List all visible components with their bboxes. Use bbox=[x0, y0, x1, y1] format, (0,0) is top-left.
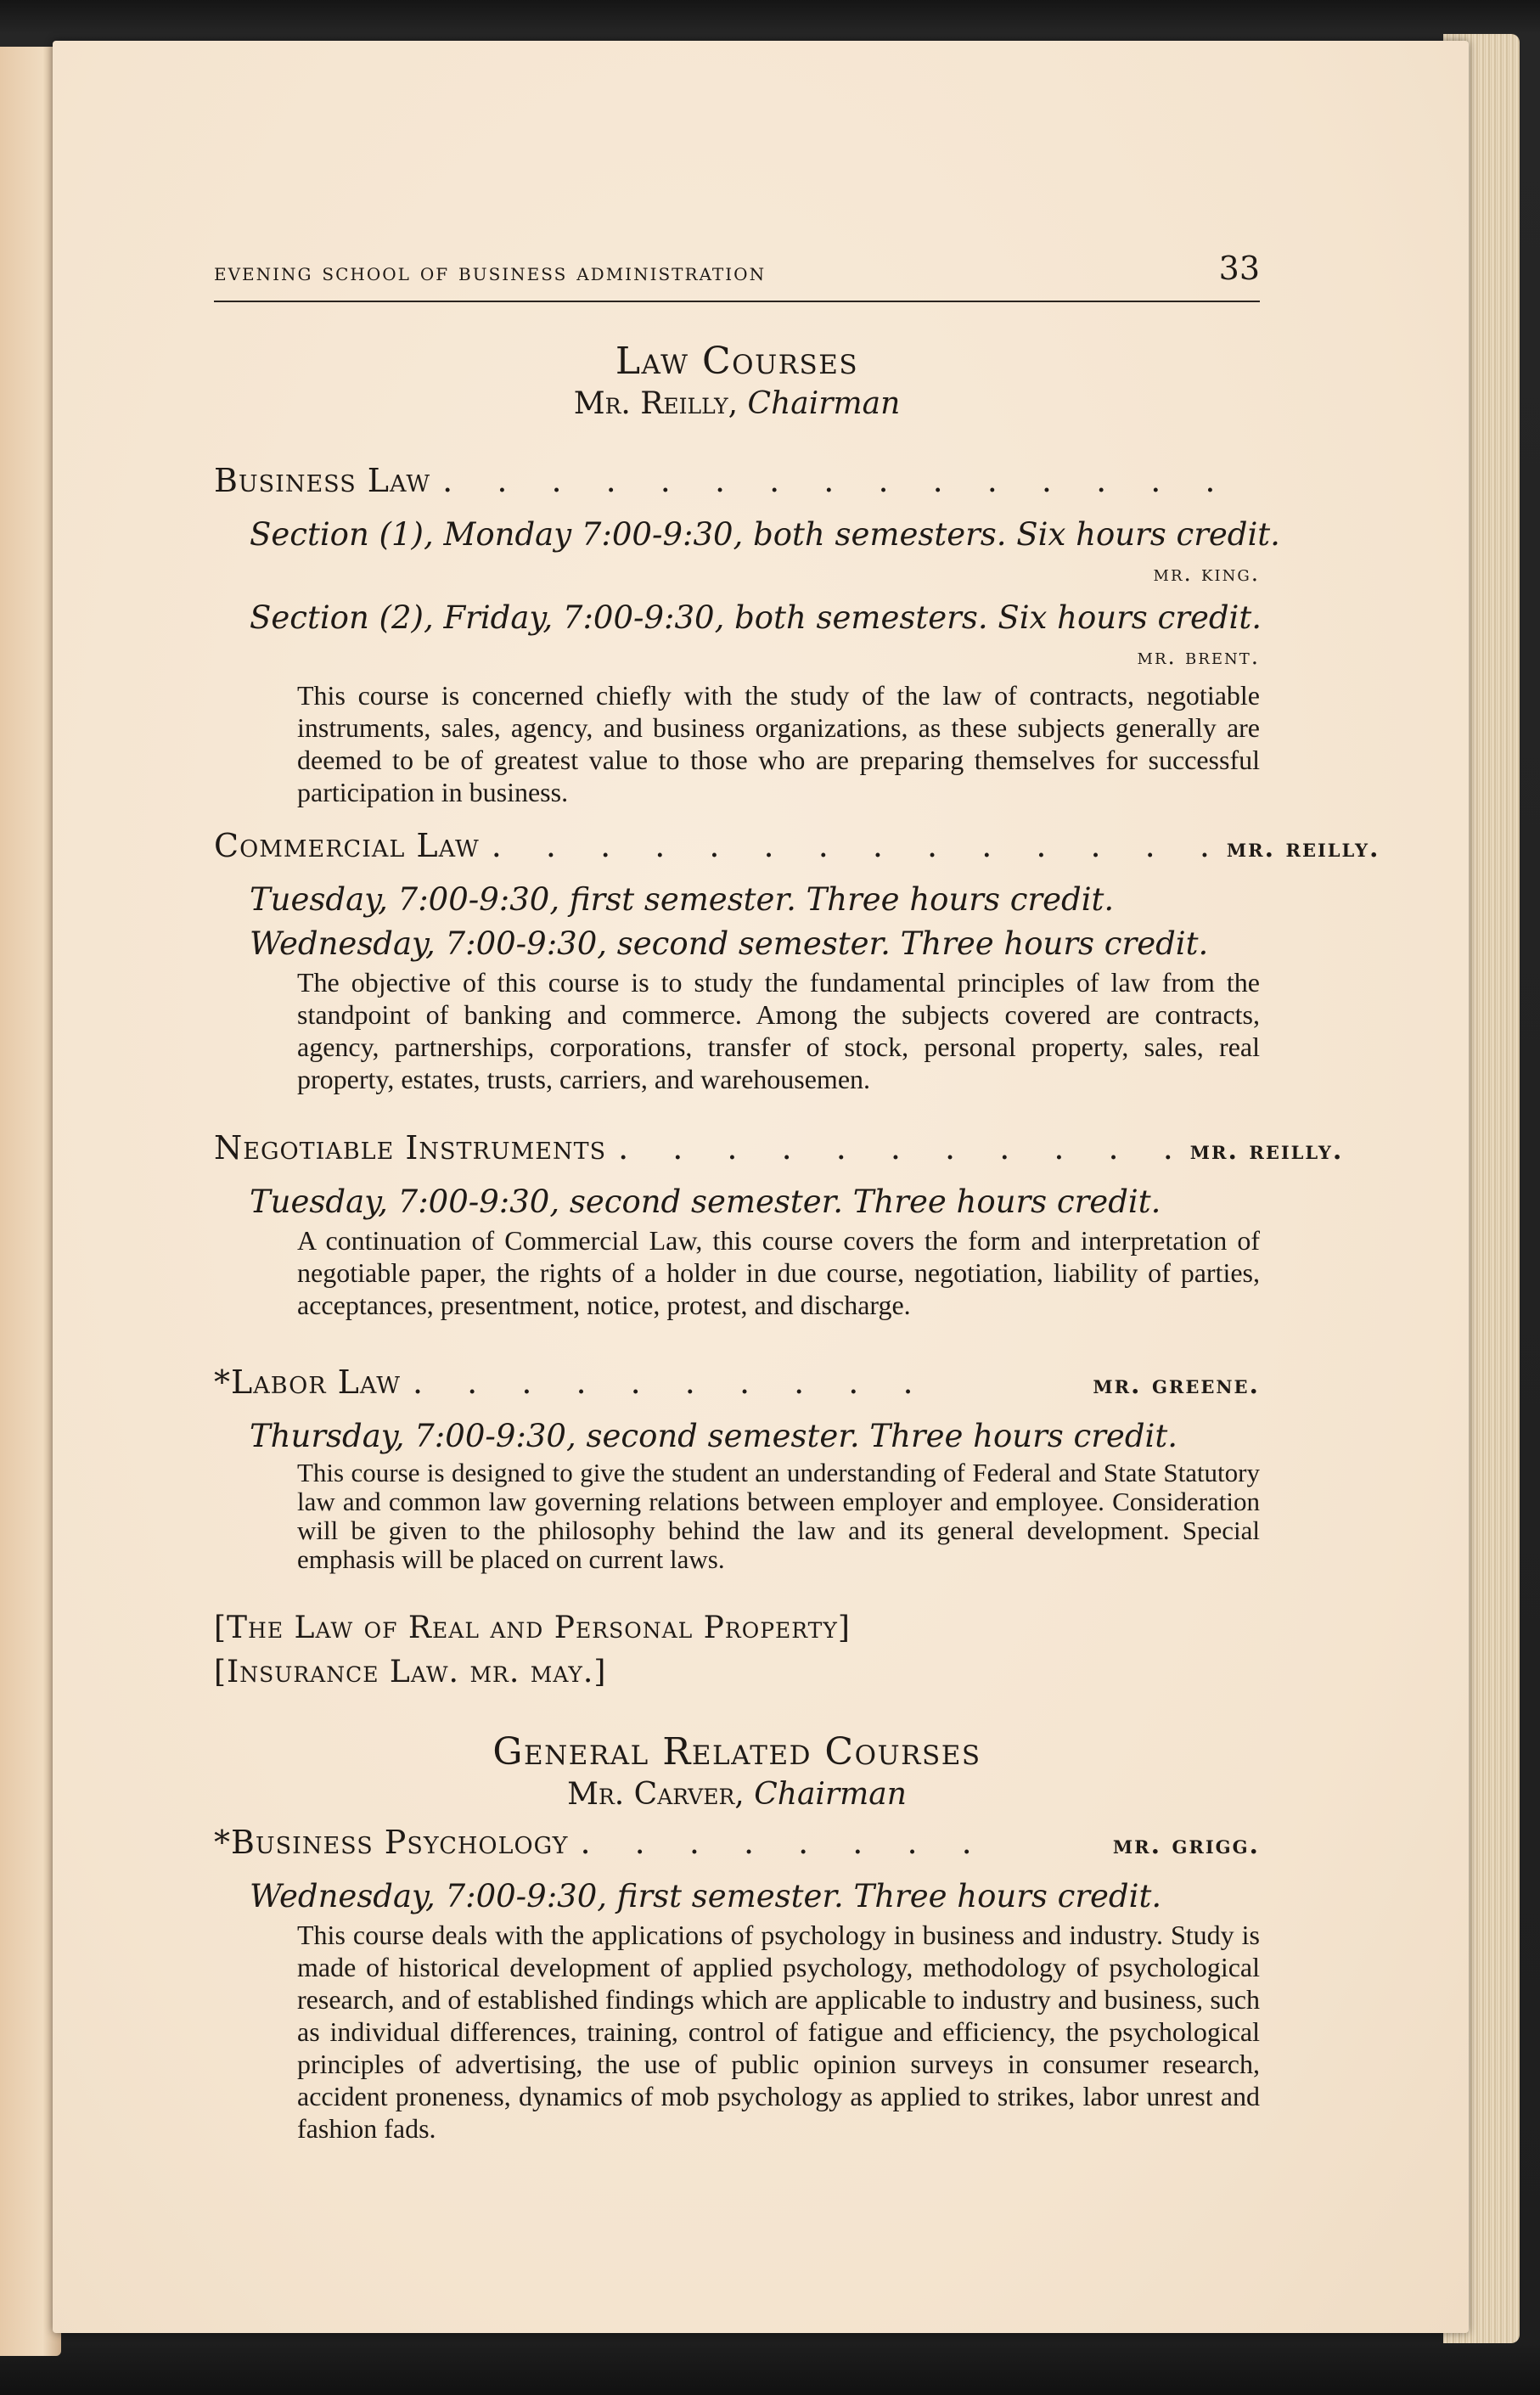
law-section-heading bbox=[214, 340, 1260, 421]
course-section-1: Section (1), Monday 7:00-9:30, both semesters. Six hours credit. bbox=[250, 516, 1280, 553]
course-description: This course is concerned chiefly with the study of the law of contracts, negotiable instruments, sales, agency, and business organizations, as these subjects generally are deemed to be of greatest value to those who are preparing themselves for successful participation in business. bbox=[297, 680, 1260, 807]
section-1-instructor: mr. king. bbox=[1153, 561, 1260, 587]
course-description: This course deals with the applications of psychology in business and industry. Study is made of historical development of applied psychology, methodology of psychological research, and of established findings which are applicable to industry and business, such as individual differences, training, control of fatigue and efficiency, the psychological principles of advertising, the use of public opinion surveys in consumer research, accident proneness, dynamics of mob psychology as applied to strikes, labor unrest and fashion fads. bbox=[297, 1920, 1260, 2144]
header-title: evening school of business administration bbox=[214, 258, 767, 286]
course-session: Wednesday, 7:00-9:30, first semester. Three hours credit. bbox=[250, 1878, 1162, 1914]
running-header bbox=[214, 250, 1260, 302]
course-name: Negotiable Instruments bbox=[214, 1129, 607, 1167]
leader-dots: . . . . . . . . . . bbox=[413, 1363, 930, 1401]
leader-dots: . . . . . . . . . . . . . . . bbox=[442, 462, 1233, 499]
course-section-2: Section (2), Friday, 7:00-9:30, both semesters. Six hours credit. bbox=[250, 599, 1262, 636]
section-title: Law Courses bbox=[615, 340, 859, 383]
page-number: 33 bbox=[1218, 250, 1260, 287]
course-name: *Business Psychology bbox=[214, 1824, 569, 1861]
general-section-heading bbox=[214, 1730, 1260, 1812]
chairman-line bbox=[214, 386, 1260, 421]
course-description: A continuation of Commercial Law, this course covers the form and interpretation of negotiable paper, the rights of a holder in due course, negotiation, liability of parties, acceptances, presentment, notice, protest, and discharge. bbox=[297, 1225, 1260, 1320]
course-title-line bbox=[214, 462, 1260, 513]
bracketed-course-2: [Insurance Law. mr. may.] bbox=[214, 1655, 607, 1689]
course-title-line bbox=[214, 1129, 1344, 1180]
course-session: Thursday, 7:00-9:30, second semester. Three hours credit. bbox=[250, 1418, 1177, 1454]
course-labor-law bbox=[214, 1363, 1260, 1574]
chair-name: Mr. Reilly, bbox=[573, 386, 739, 421]
course-description: This course is designed to give the student an understanding of Federal and State Statutory law and common law governing relations between employer and employee. Consideration will be given to the philosophy behind the law and its general development. Special emphasis will be placed on current laws. bbox=[297, 1458, 1260, 1574]
course-negotiable-instruments bbox=[214, 1129, 1344, 1321]
course-session: Tuesday, 7:00-9:30, second semester. Three hours credit. bbox=[250, 1183, 1161, 1220]
course-title-line bbox=[214, 1363, 1260, 1414]
leader-dots: . . . . . . . . . . . . . . bbox=[491, 827, 1227, 864]
chair-role: Chairman bbox=[754, 1777, 907, 1812]
course-instructor: mr. greene. bbox=[1093, 1370, 1260, 1400]
course-title-line bbox=[214, 827, 1380, 878]
course-description: The objective of this course is to study the fundamental principles of law from the standpoint of banking and commerce. Among the subjects covered are contracts, agency, partnerships, corporations, transfer of stock, personal property, sales, real property, estates, trusts, carriers, and warehousemen. bbox=[297, 967, 1260, 1094]
course-session-2: Wednesday, 7:00-9:30, second semester. Three hours credit. bbox=[250, 925, 1209, 962]
leader-dots: . . . . . . . . bbox=[580, 1824, 989, 1861]
course-instructor: mr. grigg. bbox=[1112, 1830, 1260, 1860]
course-session-1: Tuesday, 7:00-9:30, first semester. Three hours credit. bbox=[250, 881, 1115, 918]
course-commercial-law bbox=[214, 827, 1380, 1095]
course-name: Commercial Law bbox=[214, 827, 480, 864]
catalog-page bbox=[53, 41, 1469, 2333]
section-title: General Related Courses bbox=[492, 1730, 981, 1774]
course-business-law bbox=[214, 462, 1280, 808]
course-name: Business Law bbox=[214, 462, 431, 499]
chair-role: Chairman bbox=[747, 386, 901, 421]
course-title-line bbox=[214, 1824, 1260, 1875]
course-business-psychology bbox=[214, 1824, 1260, 2145]
course-instructor: mr. reilly. bbox=[1226, 834, 1380, 863]
course-name: *Labor Law bbox=[214, 1363, 402, 1401]
leader-dots: . . . . . . . . . . . bbox=[618, 1129, 1190, 1167]
course-instructor: mr. reilly. bbox=[1189, 1136, 1344, 1166]
bracketed-course-1: [The Law of Real and Personal Property] bbox=[214, 1611, 851, 1645]
chairman-line bbox=[214, 1777, 1260, 1812]
bracketed-courses bbox=[214, 1606, 1260, 1695]
chair-name: Mr. Carver, bbox=[567, 1777, 745, 1812]
section-2-instructor: mr. brent. bbox=[1137, 644, 1260, 670]
